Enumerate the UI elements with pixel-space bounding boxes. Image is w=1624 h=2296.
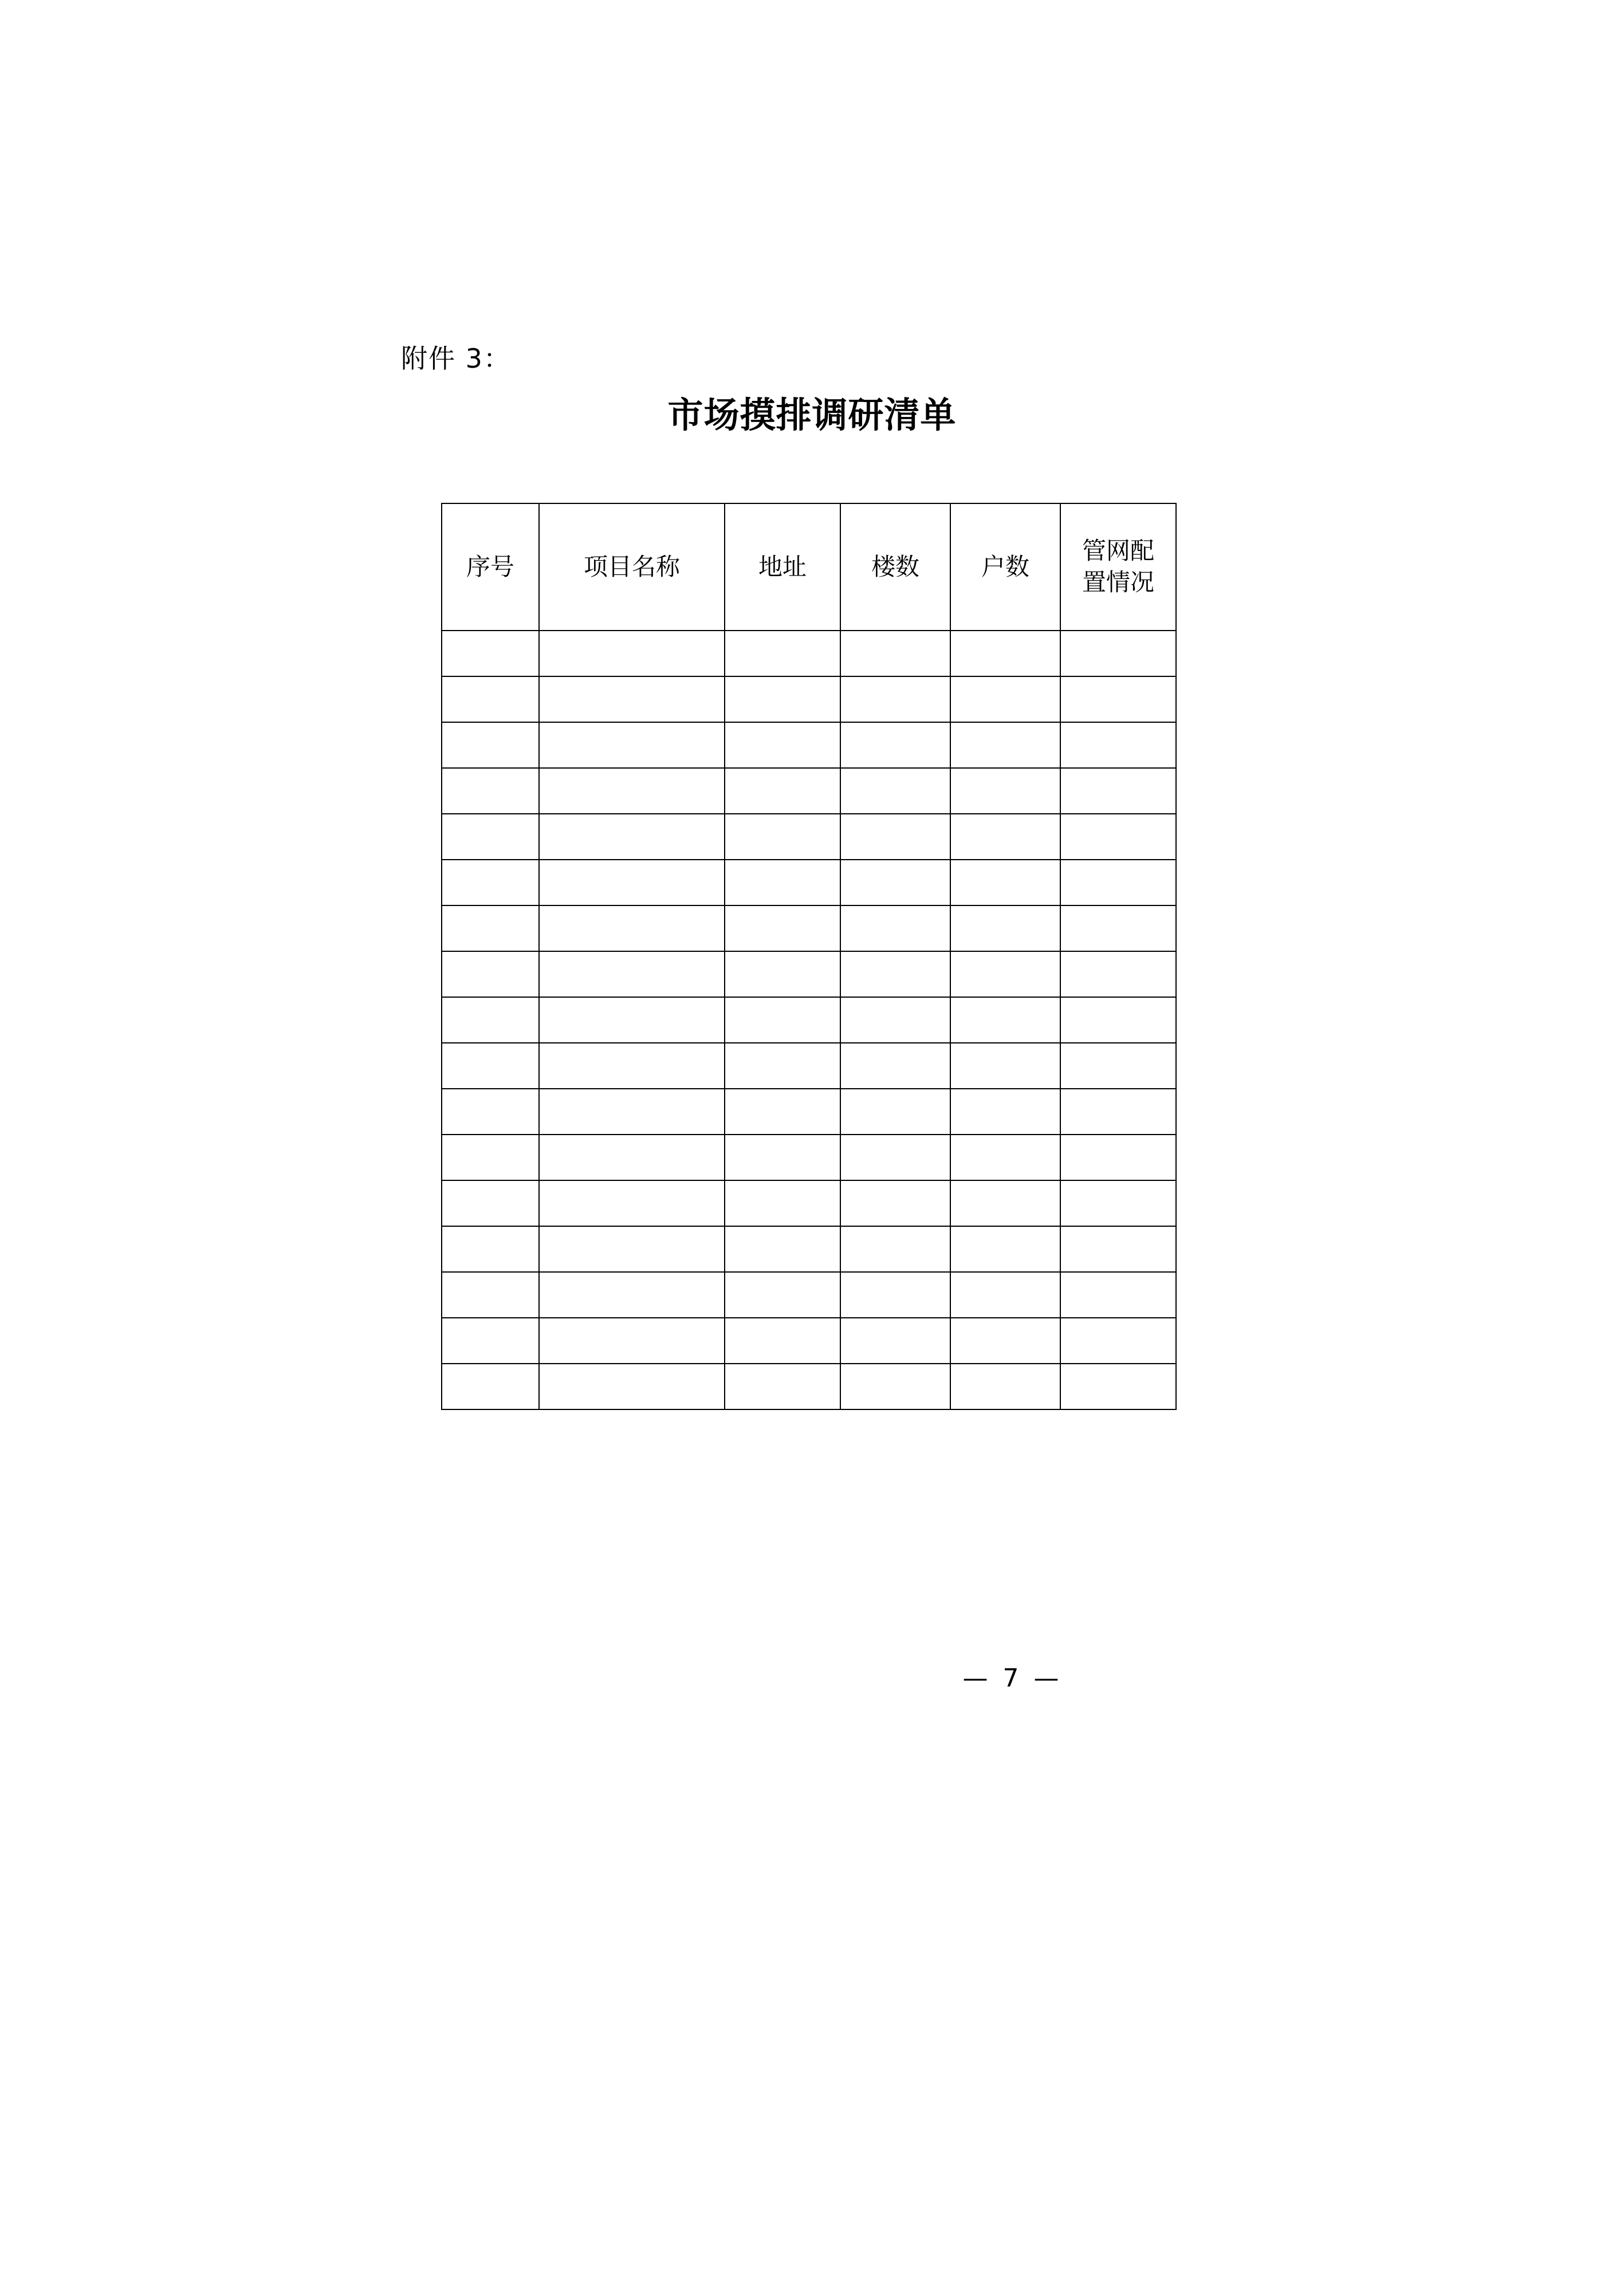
cell-sequence[interactable] — [442, 1043, 539, 1089]
cell-project-name[interactable] — [539, 1089, 725, 1135]
cell-sequence[interactable] — [442, 1364, 539, 1409]
page-title: 市场摸排调研清单 — [667, 394, 957, 436]
column-header-pipe-network-line1: 管网配 — [1082, 537, 1154, 565]
table-row — [442, 1364, 1176, 1409]
cell-sequence[interactable] — [442, 768, 539, 814]
cell-buildings[interactable] — [840, 997, 950, 1043]
cell-address[interactable] — [725, 768, 840, 814]
cell-buildings[interactable] — [840, 722, 950, 768]
cell-address[interactable] — [725, 1272, 840, 1318]
cell-buildings[interactable] — [840, 860, 950, 905]
cell-households[interactable] — [950, 631, 1060, 676]
cell-project-name[interactable] — [539, 631, 725, 676]
cell-sequence[interactable] — [442, 814, 539, 860]
cell-sequence[interactable] — [442, 676, 539, 722]
attachment-label: 附件 3： — [401, 343, 511, 374]
cell-sequence[interactable] — [442, 1089, 539, 1135]
cell-households[interactable] — [950, 1043, 1060, 1089]
column-header-households: 户数 — [950, 503, 1060, 631]
cell-pipe-network[interactable] — [1060, 905, 1176, 951]
cell-project-name[interactable] — [539, 1135, 725, 1180]
cell-buildings[interactable] — [840, 768, 950, 814]
cell-address[interactable] — [725, 905, 840, 951]
cell-households[interactable] — [950, 814, 1060, 860]
cell-households[interactable] — [950, 1226, 1060, 1272]
cell-sequence[interactable] — [442, 631, 539, 676]
cell-sequence[interactable] — [442, 722, 539, 768]
cell-pipe-network[interactable] — [1060, 814, 1176, 860]
cell-address[interactable] — [725, 1226, 840, 1272]
table-row — [442, 905, 1176, 951]
cell-buildings[interactable] — [840, 1272, 950, 1318]
table-row — [442, 722, 1176, 768]
table-row — [442, 1135, 1176, 1180]
cell-pipe-network[interactable] — [1060, 1135, 1176, 1180]
cell-pipe-network[interactable] — [1060, 676, 1176, 722]
column-header-buildings: 楼数 — [840, 503, 950, 631]
cell-address[interactable] — [725, 676, 840, 722]
cell-households[interactable] — [950, 1135, 1060, 1180]
table-row — [442, 676, 1176, 722]
cell-buildings[interactable] — [840, 1364, 950, 1409]
cell-project-name[interactable] — [539, 1318, 725, 1364]
table-row — [442, 1180, 1176, 1226]
cell-pipe-network[interactable] — [1060, 860, 1176, 905]
table-header — [442, 503, 1176, 631]
cell-address[interactable] — [725, 1089, 840, 1135]
cell-sequence[interactable] — [442, 1135, 539, 1180]
cell-households[interactable] — [950, 1318, 1060, 1364]
cell-buildings[interactable] — [840, 814, 950, 860]
cell-buildings[interactable] — [840, 951, 950, 997]
table-row — [442, 1318, 1176, 1364]
table-row — [442, 768, 1176, 814]
cell-sequence[interactable] — [442, 1272, 539, 1318]
cell-pipe-network[interactable] — [1060, 1180, 1176, 1226]
table-row — [442, 631, 1176, 676]
cell-sequence[interactable] — [442, 905, 539, 951]
cell-buildings[interactable] — [840, 1089, 950, 1135]
cell-buildings[interactable] — [840, 631, 950, 676]
cell-pipe-network[interactable] — [1060, 722, 1176, 768]
cell-address[interactable] — [725, 1364, 840, 1409]
cell-pipe-network[interactable] — [1060, 951, 1176, 997]
column-header-sequence: 序号 — [442, 503, 539, 631]
cell-project-name[interactable] — [539, 1364, 725, 1409]
cell-address[interactable] — [725, 951, 840, 997]
cell-project-name[interactable] — [539, 676, 725, 722]
cell-project-name[interactable] — [539, 1180, 725, 1226]
table-row — [442, 814, 1176, 860]
cell-pipe-network[interactable] — [1060, 1272, 1176, 1318]
cell-project-name[interactable] — [539, 722, 725, 768]
column-header-address: 地址 — [725, 503, 840, 631]
page-footer — [0, 1664, 1624, 1693]
cell-project-name[interactable] — [539, 951, 725, 997]
table-row — [442, 1226, 1176, 1272]
table-row — [442, 951, 1176, 997]
cell-buildings[interactable] — [840, 1318, 950, 1364]
cell-project-name[interactable] — [539, 1226, 725, 1272]
cell-address[interactable] — [725, 814, 840, 860]
cell-address[interactable] — [725, 1043, 840, 1089]
table-row — [442, 860, 1176, 905]
cell-pipe-network[interactable] — [1060, 1226, 1176, 1272]
cell-buildings[interactable] — [840, 1135, 950, 1180]
cell-pipe-network[interactable] — [1060, 768, 1176, 814]
cell-households[interactable] — [950, 676, 1060, 722]
cell-project-name[interactable] — [539, 1272, 725, 1318]
cell-pipe-network[interactable] — [1060, 1089, 1176, 1135]
cell-households[interactable] — [950, 722, 1060, 768]
table-row — [442, 1043, 1176, 1089]
cell-sequence[interactable] — [442, 1226, 539, 1272]
cell-buildings[interactable] — [840, 905, 950, 951]
cell-sequence[interactable] — [442, 951, 539, 997]
cell-pipe-network[interactable] — [1060, 1318, 1176, 1364]
cell-households[interactable] — [950, 1180, 1060, 1226]
survey-table — [441, 503, 1177, 1410]
cell-address[interactable] — [725, 722, 840, 768]
cell-project-name[interactable] — [539, 768, 725, 814]
cell-buildings[interactable] — [840, 1180, 950, 1226]
cell-sequence[interactable] — [442, 1180, 539, 1226]
survey-table-container — [441, 503, 1169, 1410]
table-header-row — [442, 503, 1176, 631]
cell-pipe-network[interactable] — [1060, 631, 1176, 676]
cell-pipe-network[interactable] — [1060, 1043, 1176, 1089]
cell-households[interactable] — [950, 997, 1060, 1043]
cell-project-name[interactable] — [539, 997, 725, 1043]
table-row — [442, 1272, 1176, 1318]
cell-households[interactable] — [950, 905, 1060, 951]
column-header-pipe-network-line2: 置情况 — [1082, 568, 1154, 596]
cell-project-name[interactable] — [539, 1043, 725, 1089]
cell-sequence[interactable] — [442, 860, 539, 905]
cell-pipe-network[interactable] — [1060, 997, 1176, 1043]
cell-project-name[interactable] — [539, 860, 725, 905]
cell-households[interactable] — [950, 1089, 1060, 1135]
table-row — [442, 997, 1176, 1043]
cell-address[interactable] — [725, 1180, 840, 1226]
cell-households[interactable] — [950, 951, 1060, 997]
cell-pipe-network[interactable] — [1060, 1364, 1176, 1409]
cell-buildings[interactable] — [840, 1226, 950, 1272]
table-row — [442, 1089, 1176, 1135]
page-number: — 7 — — [962, 1664, 1063, 1693]
cell-address[interactable] — [725, 860, 840, 905]
table-body — [442, 631, 1176, 1409]
cell-address[interactable] — [725, 997, 840, 1043]
cell-households[interactable] — [950, 768, 1060, 814]
cell-sequence[interactable] — [442, 1318, 539, 1364]
column-header-project-name: 项目名称 — [539, 503, 725, 631]
cell-address[interactable] — [725, 1135, 840, 1180]
cell-buildings[interactable] — [840, 676, 950, 722]
cell-households[interactable] — [950, 1364, 1060, 1409]
column-header-pipe-network — [1060, 503, 1176, 631]
cell-households[interactable] — [950, 860, 1060, 905]
cell-buildings[interactable] — [840, 1043, 950, 1089]
cell-address[interactable] — [725, 1318, 840, 1364]
cell-project-name[interactable] — [539, 814, 725, 860]
cell-address[interactable] — [725, 631, 840, 676]
cell-households[interactable] — [950, 1272, 1060, 1318]
cell-sequence[interactable] — [442, 997, 539, 1043]
cell-project-name[interactable] — [539, 905, 725, 951]
